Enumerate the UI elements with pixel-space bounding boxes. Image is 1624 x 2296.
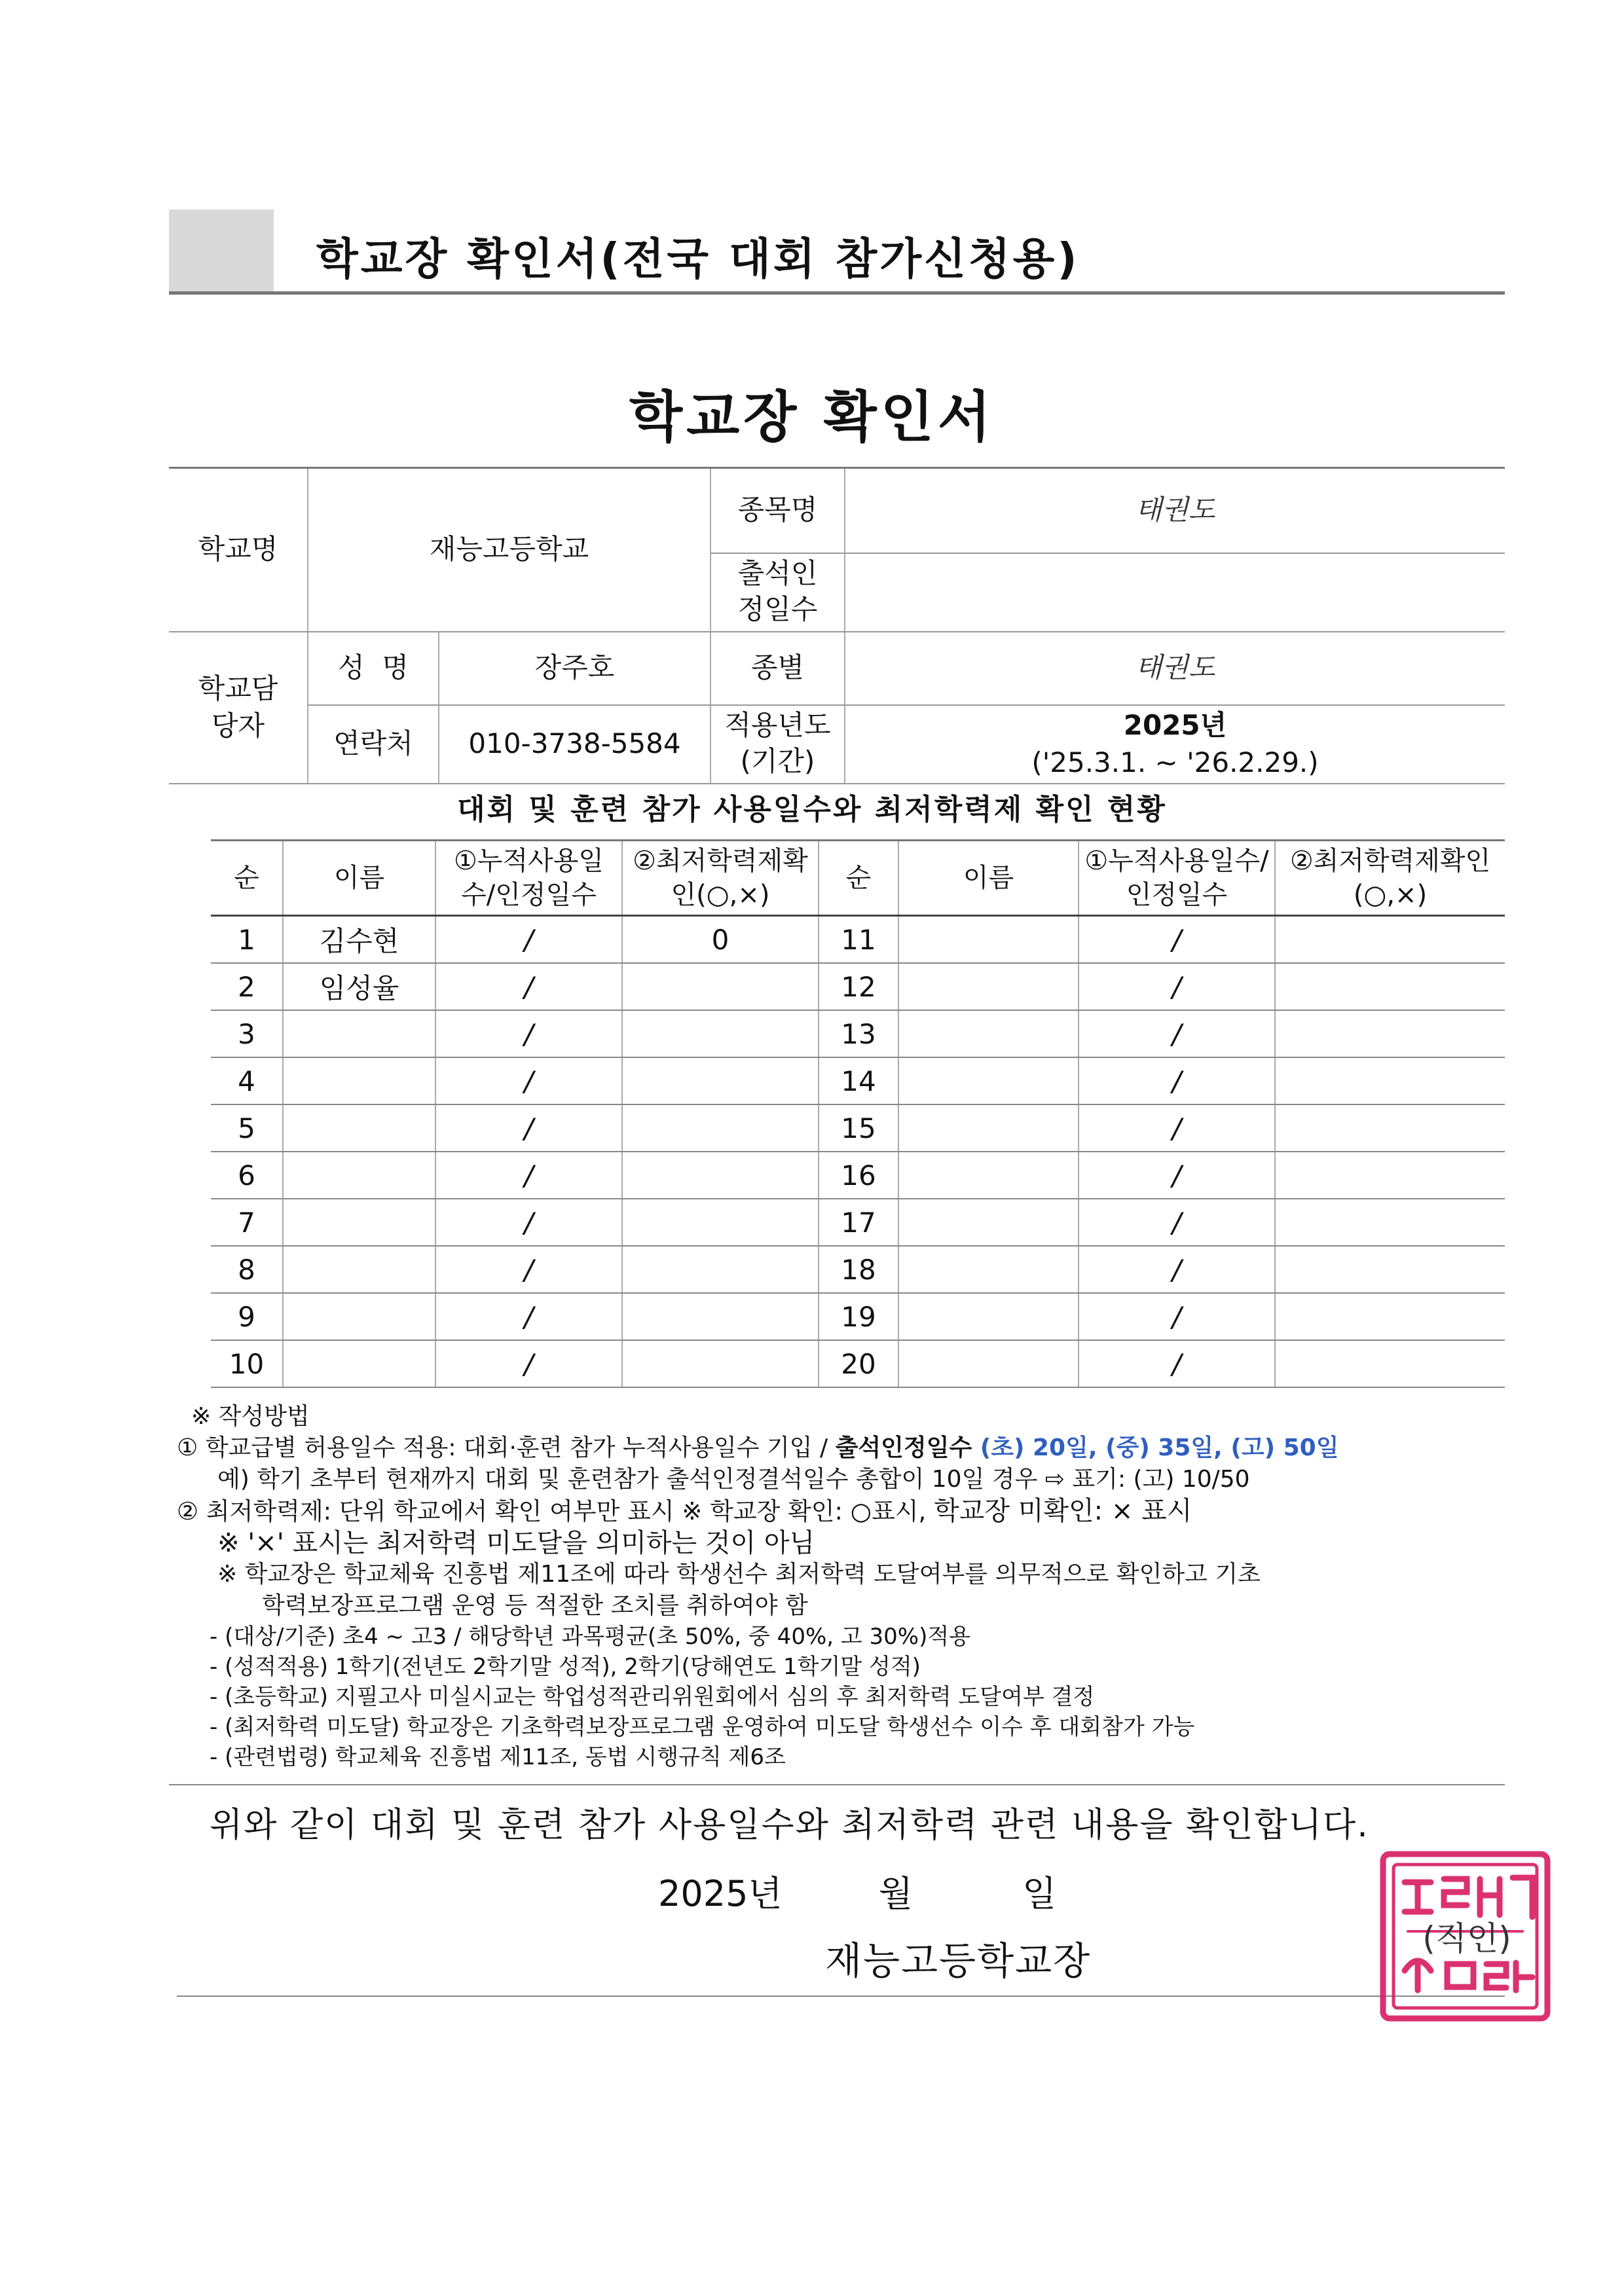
row-no: 8	[211, 1246, 283, 1293]
row-days: /	[435, 1152, 622, 1199]
confirmation-statement: 위와 같이 대회 및 훈련 참가 사용일수와 최저학력 관련 내용을 확인합니다.	[210, 1806, 1369, 1845]
sport-label: 종목명	[710, 468, 845, 553]
principal-name: 재능고등학교장	[825, 1939, 1092, 1983]
table-row	[211, 1057, 1505, 1104]
row-name-2	[898, 963, 1079, 1010]
row-no: 10	[211, 1340, 283, 1387]
row-no: 1	[211, 916, 283, 964]
row-no-2: 12	[819, 963, 898, 1010]
date-month: 월	[878, 1873, 913, 1914]
row-no-2: 14	[819, 1057, 898, 1104]
notes-divider	[169, 1784, 1505, 1785]
detail-3: - (초등학교) 지필고사 미실시교는 학업성적관리위원회에서 심의 후 최저학력 도달여부 결정	[210, 1684, 1095, 1710]
row-no-2: 17	[819, 1199, 898, 1246]
header-days-text: ①누적사용일수/인정일수	[453, 846, 604, 910]
seal-note: (직인)	[1422, 1920, 1511, 1958]
roster-table	[211, 839, 1505, 1388]
header-no-2: 순	[819, 841, 898, 916]
row-name-2	[898, 1340, 1079, 1387]
row-days-2: /	[1079, 1246, 1275, 1293]
row-check	[622, 1199, 819, 1246]
year-cell	[845, 705, 1505, 784]
row-no: 4	[211, 1057, 283, 1104]
row-no-2: 19	[819, 1293, 898, 1340]
notes-heading: ※ 작성방법	[191, 1403, 310, 1430]
row-check-2	[1275, 1104, 1505, 1152]
row-days-2: /	[1079, 1104, 1275, 1152]
row-check	[622, 1152, 819, 1199]
row-days: /	[435, 1199, 622, 1246]
header-name: 이름	[283, 841, 435, 916]
table-row	[211, 916, 1505, 964]
row-days-2: /	[1079, 916, 1275, 964]
note-1	[177, 1432, 1526, 1464]
note-1-bold: 출석인정일수	[835, 1434, 980, 1461]
row-name	[283, 1199, 435, 1246]
row-no-2: 20	[819, 1340, 898, 1387]
seal-icon	[1375, 1846, 1555, 2026]
detail-1: - (대상/기준) 초4 ~ 고3 / 해당학년 과목평균(초 50%, 중 40%, 고 30%)적용	[210, 1624, 971, 1650]
event-label: 종별	[710, 632, 845, 705]
row-days-2: /	[1079, 1293, 1275, 1340]
attendance-label	[710, 553, 845, 632]
row-check	[622, 1293, 819, 1340]
header-check-2-text: ②최저학력제확인(○,×)	[1289, 846, 1491, 910]
row-check-2	[1275, 1246, 1505, 1293]
row-name-2	[898, 1010, 1079, 1057]
row-check	[622, 1057, 819, 1104]
note-2-text: ② 최저학력제: 단위 학교에서 확인 여부만 표시 ※ 학교장 확인: ○표시,	[177, 1497, 934, 1525]
header-days-2-text: ①누적사용일수/인정일수	[1084, 846, 1269, 910]
event-value: 태권도	[845, 632, 1505, 705]
table-row	[211, 1340, 1505, 1387]
period-value: ('25.3.1. ~ '26.2.29.)	[1031, 746, 1319, 778]
detail-5: - (관련법령) 학교체육 진흥법 제11조, 동법 시행규칙 제6조	[210, 1744, 786, 1770]
row-name-2	[898, 1293, 1079, 1340]
attendance-value	[845, 553, 1505, 632]
row-name: 김수현	[283, 916, 435, 964]
contact-label: 연락처	[308, 705, 439, 784]
header-days-2	[1079, 841, 1275, 916]
row-no: 5	[211, 1104, 283, 1152]
roster-section-title: 대회 및 훈련 참가 사용일수와 최저학력제 확인 현황	[457, 793, 1167, 826]
date-line	[658, 1866, 1056, 1916]
manager-label-text: 학교담당자	[198, 672, 278, 742]
row-days: /	[435, 1057, 622, 1104]
row-days: /	[435, 963, 622, 1010]
row-days-2: /	[1079, 1152, 1275, 1199]
school-label: 학교명	[169, 468, 308, 632]
row-days: /	[435, 1104, 622, 1152]
year-value: 2025년	[1123, 708, 1227, 741]
row-days: /	[435, 916, 622, 964]
row-check-2	[1275, 1293, 1505, 1340]
row-check	[622, 1010, 819, 1057]
row-name-2	[898, 1057, 1079, 1104]
row-name	[283, 1340, 435, 1387]
row-check	[622, 963, 819, 1010]
banner-gray-block	[169, 210, 274, 295]
row-name-2	[898, 1152, 1079, 1199]
header-no: 순	[211, 841, 283, 916]
row-check-2	[1275, 1010, 1505, 1057]
note-2	[177, 1495, 1526, 1527]
row-days: /	[435, 1246, 622, 1293]
bottom-divider	[177, 1995, 1505, 1997]
table-row	[211, 1199, 1505, 1246]
header-check-text: ②최저학력제확인(○,×)	[633, 846, 808, 910]
row-name-2	[898, 916, 1079, 964]
official-seal	[1375, 1846, 1555, 2026]
date-day: 일	[1022, 1873, 1057, 1914]
row-name-2	[898, 1104, 1079, 1152]
table-row	[211, 1152, 1505, 1199]
note-1-example: 예) 학기 초부터 현재까지 대회 및 훈련참가 출석인정결석일수 총합이 10일 경우 ⇨ 표기: (고) 10/50	[217, 1466, 1250, 1493]
detail-2: - (성적적용) 1학기(전년도 2학기말 성적), 2학기(당해연도 1학기말 성적)	[210, 1654, 921, 1680]
header-check-2	[1275, 841, 1505, 916]
header-check	[622, 841, 819, 916]
row-name-2	[898, 1199, 1079, 1246]
row-no: 2	[211, 963, 283, 1010]
date-year: 2025년	[658, 1873, 783, 1914]
row-days-2: /	[1079, 963, 1275, 1010]
row-check-2	[1275, 1340, 1505, 1387]
header-name-2: 이름	[898, 841, 1079, 916]
row-name	[283, 1057, 435, 1104]
row-name: 임성율	[283, 963, 435, 1010]
note-2-unconfirmed: 학교장 미확인: × 표시	[934, 1496, 1192, 1526]
note-2-law-2: 학력보장프로그램 운영 등 적절한 조치를 취하여야 함	[262, 1592, 808, 1619]
note-1-text: ① 학교급별 허용일수 적용: 대회·훈련 참가 누적사용일수 기입 /	[177, 1434, 836, 1461]
row-no-2: 16	[819, 1152, 898, 1199]
banner-underline	[169, 291, 1505, 295]
instructions	[177, 1401, 1526, 1772]
table-row	[211, 1293, 1505, 1340]
note-2-law-1: ※ 학교장은 학교체육 진흥법 제11조에 따라 학생선수 최저학력 도달여부를 의무적으로 확인하고 기초	[217, 1561, 1261, 1588]
row-no-2: 11	[819, 916, 898, 964]
name-value: 장주호	[439, 632, 710, 705]
row-days-2: /	[1079, 1340, 1275, 1387]
row-no-2: 13	[819, 1010, 898, 1057]
row-check: 0	[622, 916, 819, 964]
row-no: 9	[211, 1293, 283, 1340]
table-row	[211, 1104, 1505, 1152]
year-label	[710, 705, 845, 784]
row-days-2: /	[1079, 1057, 1275, 1104]
row-check-2	[1275, 1199, 1505, 1246]
school-info-table	[169, 467, 1505, 784]
row-name-2	[898, 1246, 1079, 1293]
note-1-limits: (초) 20일, (중) 35일, (고) 50일	[980, 1434, 1339, 1461]
row-no: 6	[211, 1152, 283, 1199]
row-no: 3	[211, 1010, 283, 1057]
row-name	[283, 1010, 435, 1057]
name-label: 성 명	[308, 632, 439, 705]
table-row	[211, 1010, 1505, 1057]
year-label-text: 적용년도(기간)	[724, 709, 831, 777]
row-check	[622, 1104, 819, 1152]
row-check-2	[1275, 963, 1505, 1010]
row-name	[283, 1152, 435, 1199]
manager-label	[169, 632, 308, 784]
row-check-2	[1275, 1152, 1505, 1199]
row-no-2: 15	[819, 1104, 898, 1152]
document-title: 학교장 확인서	[629, 385, 995, 449]
table-row	[211, 963, 1505, 1010]
table-row	[211, 1246, 1505, 1293]
row-check	[622, 1246, 819, 1293]
row-no-2: 18	[819, 1246, 898, 1293]
contact-value: 010-3738-5584	[439, 705, 710, 784]
row-name	[283, 1246, 435, 1293]
row-days: /	[435, 1340, 622, 1387]
row-name	[283, 1293, 435, 1340]
row-check-2	[1275, 916, 1505, 964]
row-no: 7	[211, 1199, 283, 1246]
row-days: /	[435, 1010, 622, 1057]
row-check	[622, 1340, 819, 1387]
header-days	[435, 841, 622, 916]
banner-title: 학교장 확인서(전국 대회 참가신청용)	[316, 234, 1080, 284]
header-banner	[169, 210, 1505, 301]
school-name: 재능고등학교	[308, 468, 710, 632]
detail-4: - (최저학력 미도달) 학교장은 기초학력보장프로그램 운영하여 미도달 학생선수 이수 후 대회참가 가능	[210, 1714, 1195, 1740]
row-days: /	[435, 1293, 622, 1340]
note-2-x-meaning: ※ '×' 표시는 최저학력 미도달을 의미하는 것이 아님	[217, 1528, 815, 1558]
attendance-label-text: 출석인정일수	[737, 557, 818, 625]
row-days-2: /	[1079, 1199, 1275, 1246]
row-days-2: /	[1079, 1010, 1275, 1057]
row-check-2	[1275, 1057, 1505, 1104]
sport-value: 태권도	[845, 468, 1505, 553]
row-name	[283, 1104, 435, 1152]
